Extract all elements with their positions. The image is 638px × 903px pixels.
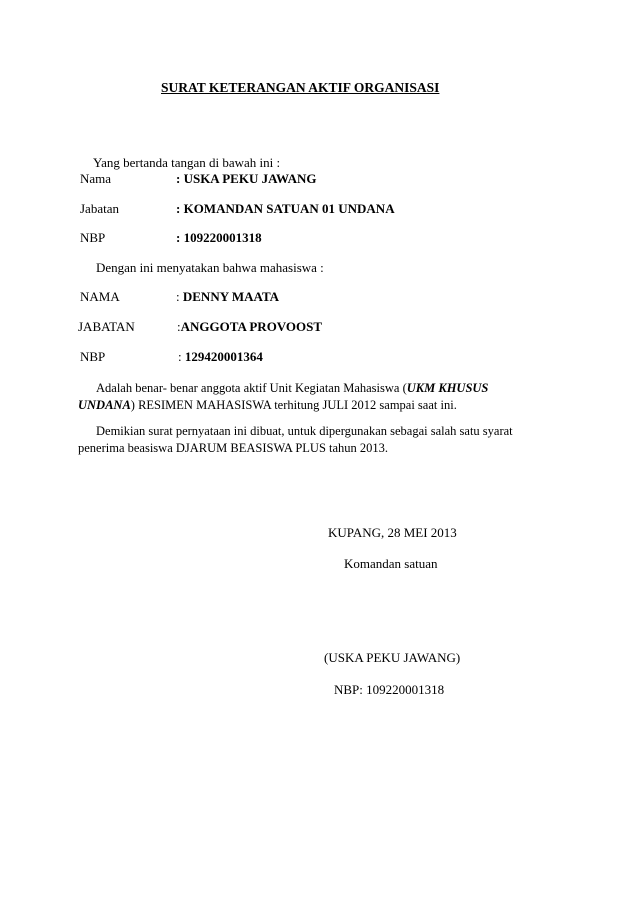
paragraph-2-line-2: penerima beasiswa DJARUM BEASISWA PLUS tahun 2013. bbox=[78, 441, 389, 455]
statement-text: Dengan ini menyatakan bahwa mahasiswa : bbox=[96, 260, 324, 275]
paragraph-1-line-2: UNDANA) RESIMEN MAHASISWA terhitung JULI 2012 sampai saat ini. bbox=[78, 398, 457, 412]
student-nbp-label: NBP bbox=[80, 349, 106, 364]
student-nbp-value: : 129420001364 bbox=[178, 349, 263, 364]
signer-name-value: : USKA PEKU JAWANG bbox=[176, 171, 317, 186]
paragraph-1-line-1: Adalah benar- benar anggota aktif Unit Kegiatan Mahasiswa (UKM KHUSUS bbox=[96, 381, 489, 395]
signer-nbp-signature: NBP: 109220001318 bbox=[334, 682, 445, 697]
student-position-value: :ANGGOTA PROVOOST bbox=[177, 319, 323, 334]
paragraph-2-line-1: Demikian surat pernyataan ini dibuat, untuk dipergunakan sebagai salah satu syarat bbox=[96, 424, 513, 438]
signer-nbp-label: NBP bbox=[80, 230, 106, 245]
student-name-value: : DENNY MAATA bbox=[176, 289, 280, 304]
signer-nbp-value: : 109220001318 bbox=[176, 230, 262, 245]
document-title: SURAT KETERANGAN AKTIF ORGANISASI bbox=[161, 80, 440, 95]
signer-name-signature: (USKA PEKU JAWANG) bbox=[324, 650, 461, 665]
place-date: KUPANG, 28 MEI 2013 bbox=[328, 525, 457, 540]
student-name-label: NAMA bbox=[80, 289, 120, 304]
signer-title: Komandan satuan bbox=[344, 556, 438, 571]
signer-position-label: Jabatan bbox=[80, 201, 119, 216]
student-position-label: JABATAN bbox=[78, 319, 135, 334]
signer-name-label: Nama bbox=[80, 171, 112, 186]
signer-position-value: : KOMANDAN SATUAN 01 UNDANA bbox=[176, 201, 395, 216]
intro-text: Yang bertanda tangan di bawah ini : bbox=[93, 155, 281, 170]
